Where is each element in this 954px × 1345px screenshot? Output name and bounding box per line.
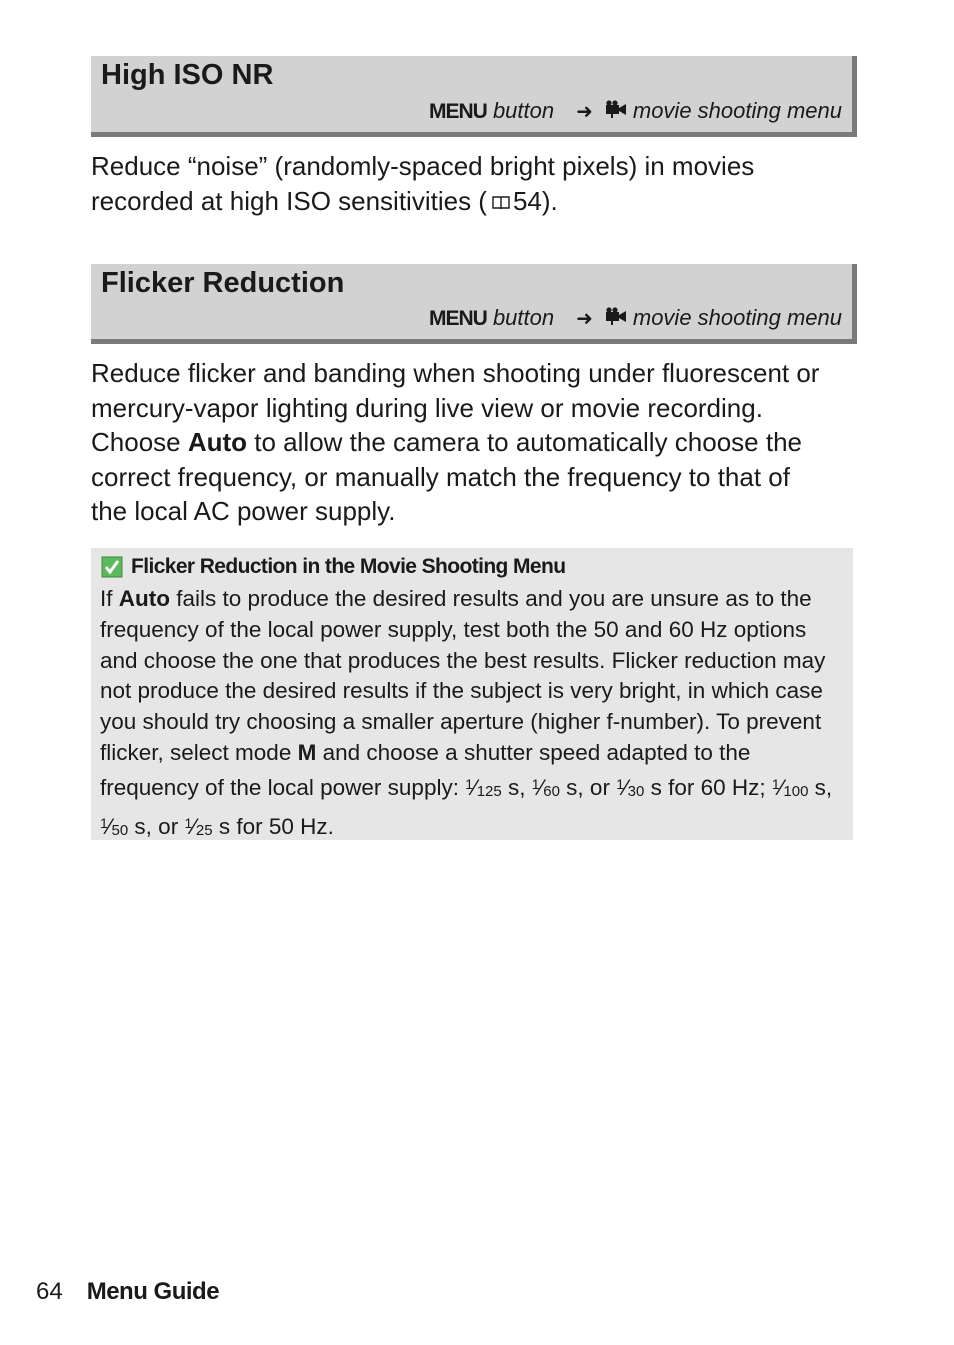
fraction-slash: ⁄ xyxy=(192,813,196,839)
note-title-text: Flicker Reduction in the Movie Shooting Menu xyxy=(131,555,566,578)
arrow-icon: ➜ xyxy=(576,308,593,330)
body-line: mercury-vapor lighting during live view or movie recording. xyxy=(91,392,763,423)
body-line: recorded at high ISO sensitivities ( xyxy=(91,185,487,216)
note-text-part: fails to produce the desired results and you are unsure as to the frequency of the local power supply, test both the 50 and 60 Hz options and choose the one that produces the best results. Flicker reduction may not produce the desired results if the subject is very bright, in which case you should try choosing a smaller aperture (higher f-number). To prevent flicker, select mode xyxy=(100,586,826,765)
body-line-end: ). xyxy=(541,185,558,216)
menu-button-label: MENU xyxy=(428,100,487,123)
numerator: 1 xyxy=(100,814,108,831)
numerator: 1 xyxy=(531,775,540,792)
note-box xyxy=(91,548,853,840)
auto-option: Auto xyxy=(118,586,170,611)
fraction-slash: ⁄ xyxy=(107,813,112,839)
numerator: 1 xyxy=(771,775,780,792)
menu-path xyxy=(429,98,842,124)
body-line: Reduce flicker and banding when shooting under fluorescent or xyxy=(91,358,820,388)
note-text-part: s for 50 Hz. xyxy=(212,813,334,839)
menu-name: movie shooting menu xyxy=(632,98,842,123)
denominator: 60 xyxy=(543,782,560,800)
note-title xyxy=(101,555,565,579)
numerator: 1 xyxy=(184,814,193,831)
fraction xyxy=(532,775,560,800)
page-reference-number: 54 xyxy=(512,185,542,216)
body-line: correct frequency, or manually match the frequency to that of xyxy=(91,461,790,492)
section-title: Flicker Reduction xyxy=(101,267,345,299)
body-line: to allow the camera to automatically choose the xyxy=(247,427,803,458)
fraction-slash: ⁄ xyxy=(473,774,477,800)
note-text-part: If xyxy=(100,586,119,611)
section-header-flicker-reduction xyxy=(91,264,857,344)
fraction-slash: ⁄ xyxy=(539,774,544,800)
button-text: button xyxy=(492,98,555,123)
fraction xyxy=(100,814,128,839)
arrow-icon: ➜ xyxy=(576,101,593,123)
denominator: 25 xyxy=(195,821,213,839)
high-iso-nr-description xyxy=(91,149,861,218)
page-reference-icon xyxy=(491,195,511,211)
note-text-part: s, xyxy=(501,774,532,800)
auto-option: Auto xyxy=(187,427,248,458)
menu-path xyxy=(429,305,842,331)
body-line: Reduce “noise” (randomly-spaced bright pixels) in movies xyxy=(91,151,755,181)
section-header-high-iso-nr xyxy=(91,56,857,137)
fraction xyxy=(772,775,809,800)
denominator: 50 xyxy=(111,821,129,839)
note-text xyxy=(100,584,848,846)
denominator: 30 xyxy=(627,782,645,800)
note-text-part: s, or xyxy=(128,813,185,839)
check-icon xyxy=(101,556,123,578)
note-text-part: s, or xyxy=(559,774,617,800)
fraction xyxy=(616,775,644,800)
fraction-slash: ⁄ xyxy=(623,774,628,800)
menu-name: movie shooting menu xyxy=(632,305,842,330)
section-title: High ISO NR xyxy=(101,59,274,91)
note-text-part: s for 60 Hz; xyxy=(644,774,772,800)
fraction xyxy=(465,775,502,800)
numerator: 1 xyxy=(465,775,474,792)
numerator: 1 xyxy=(616,775,624,792)
note-text-part: and choose a shutter speed adapted to the frequency of the local power supply: xyxy=(100,739,751,800)
mode-m: M xyxy=(297,739,317,765)
page-footer xyxy=(36,1278,219,1306)
flicker-reduction-description xyxy=(91,356,861,529)
movie-camera-icon xyxy=(605,100,627,118)
menu-button-label: MENU xyxy=(428,307,487,330)
footer-title: Menu Guide xyxy=(86,1278,220,1305)
denominator: 100 xyxy=(783,782,809,800)
movie-camera-icon xyxy=(605,307,627,325)
button-text: button xyxy=(492,305,555,330)
body-line: Choose xyxy=(91,427,188,458)
fraction xyxy=(184,814,212,839)
page-number: 64 xyxy=(36,1278,63,1305)
fraction-slash: ⁄ xyxy=(779,774,784,800)
body-line: the local AC power supply. xyxy=(91,496,396,527)
denominator: 125 xyxy=(476,782,502,800)
note-text-part: s, xyxy=(808,774,833,800)
